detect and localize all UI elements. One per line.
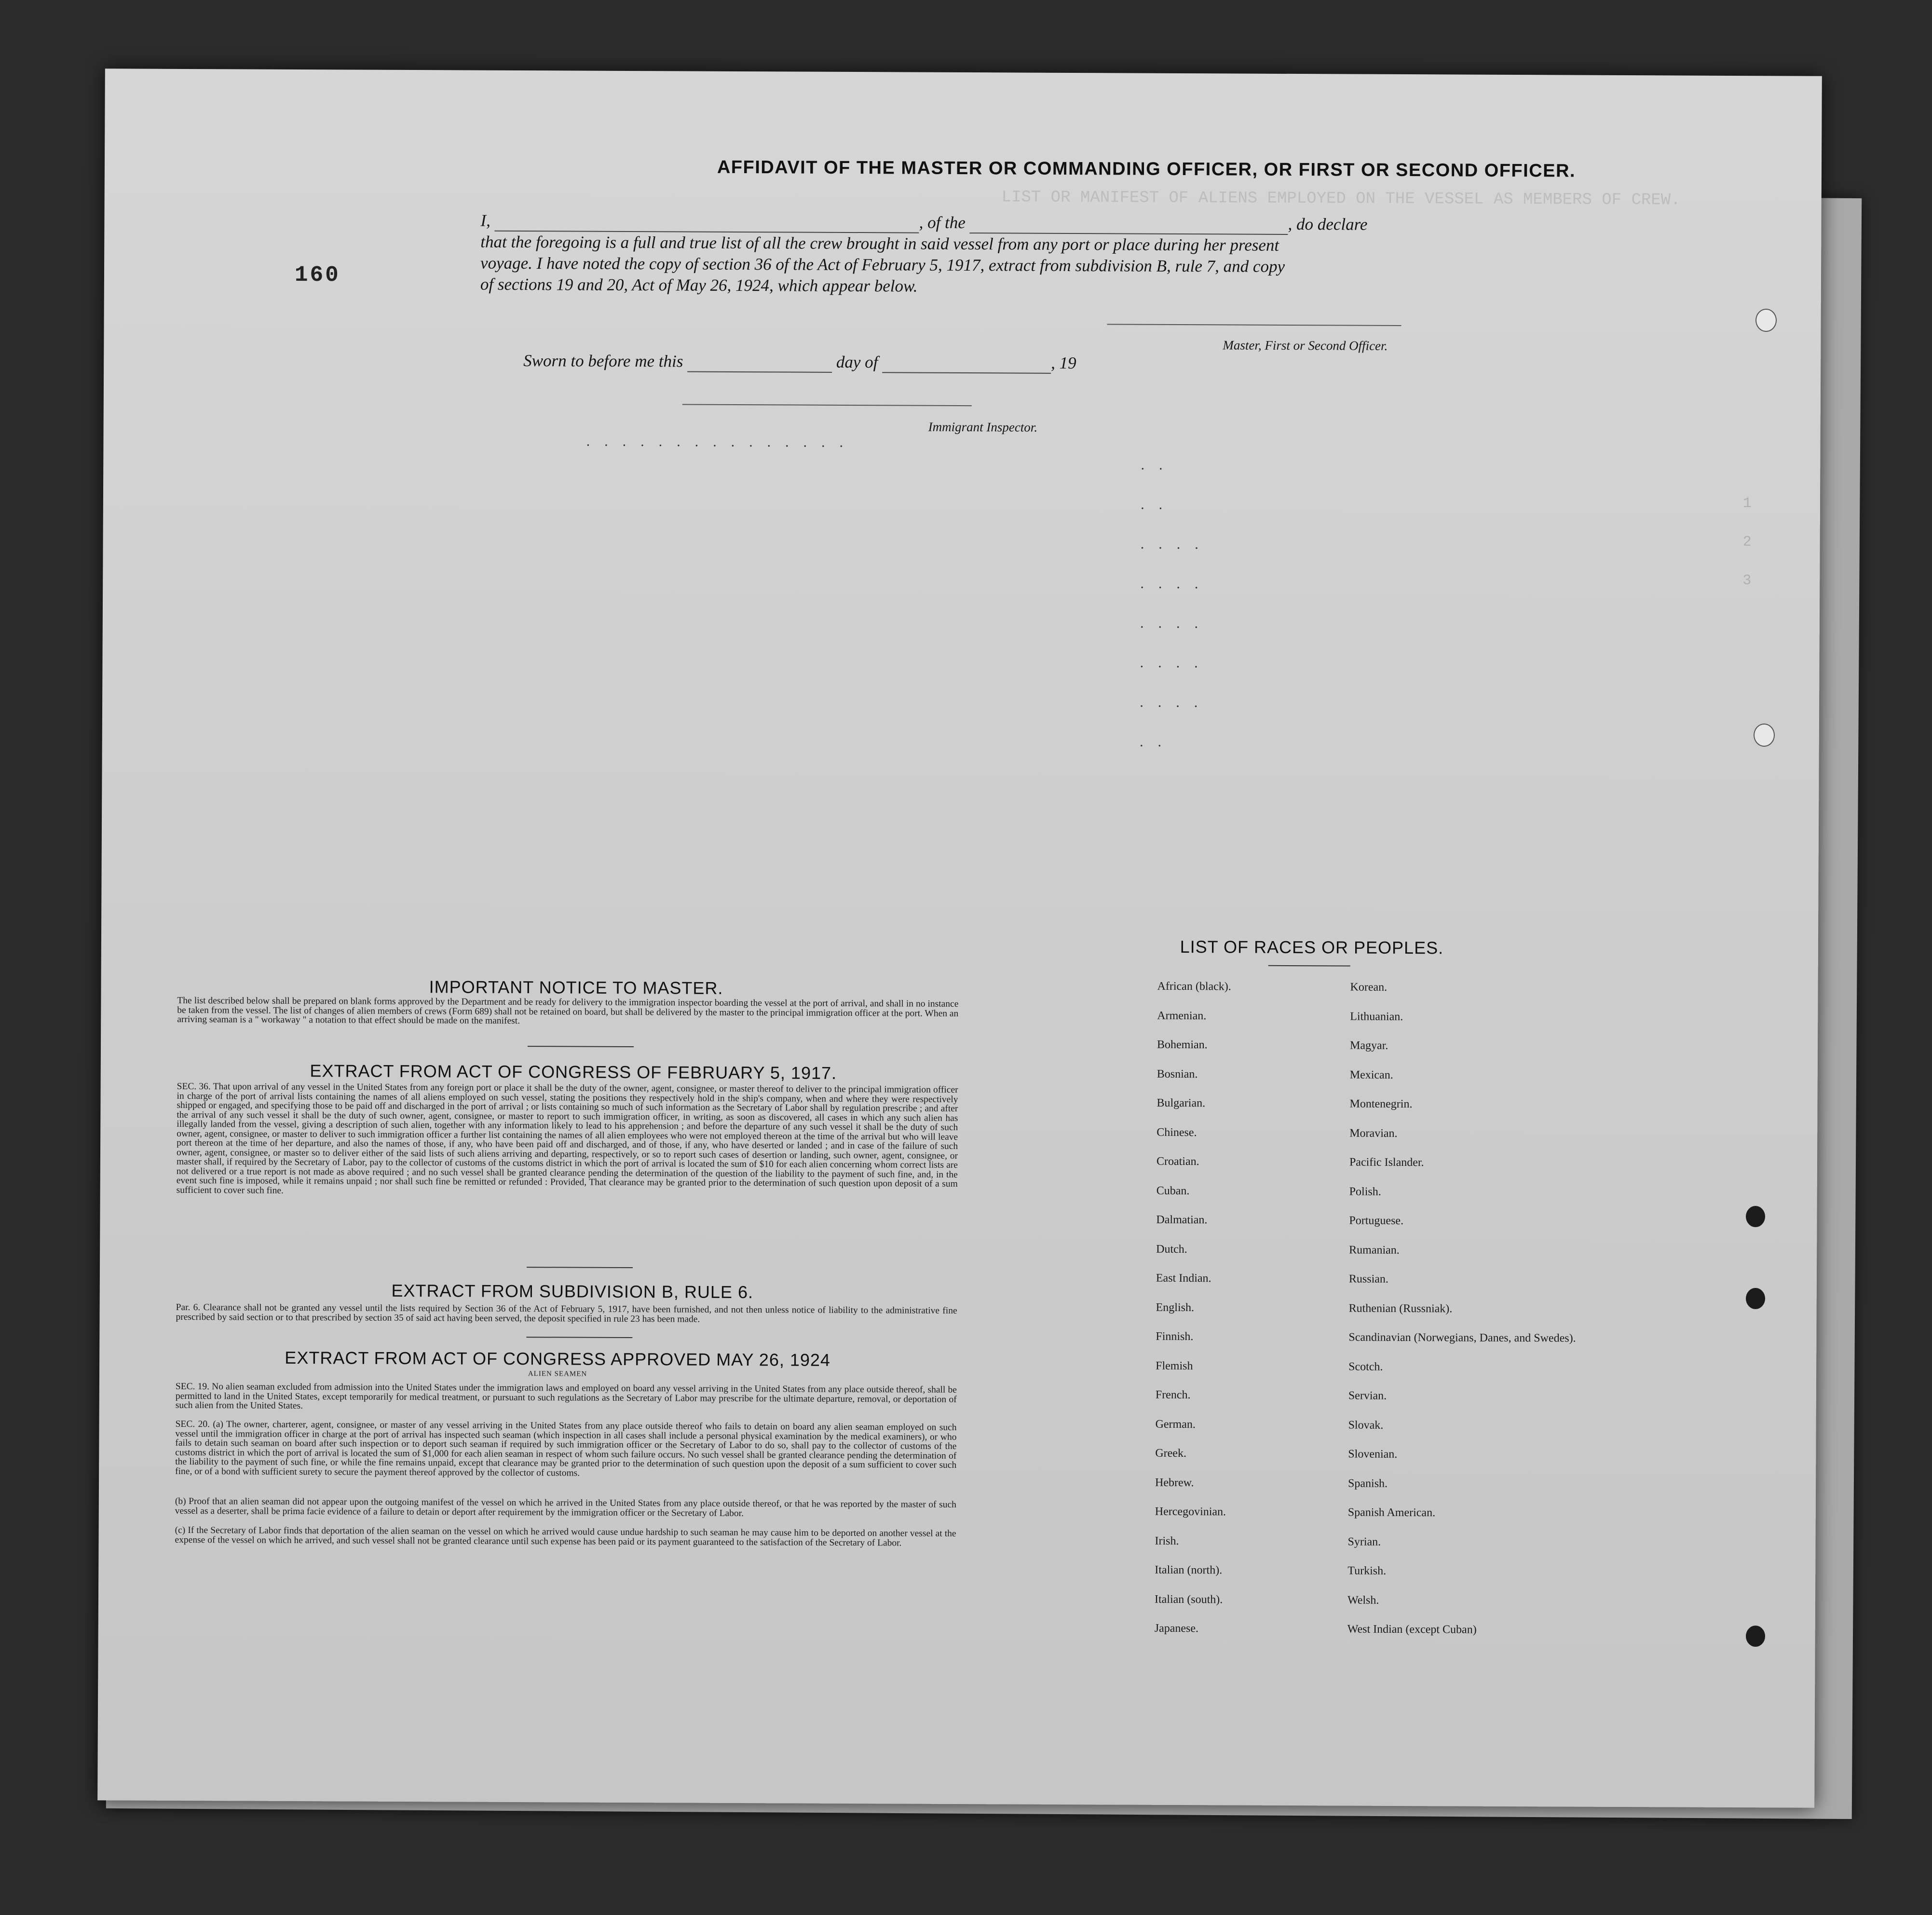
- race-item: Magyar.: [1349, 1039, 1388, 1052]
- race-item: Servian.: [1348, 1389, 1387, 1402]
- extract-1917-title: EXTRACT FROM ACT OF CONGRESS OF FEBRUARY 5, 1917.: [310, 1061, 837, 1083]
- race-item: Bosnian.: [1156, 1067, 1198, 1081]
- sworn-month-blank[interactable]: [882, 372, 1051, 374]
- races-title: LIST OF RACES OR PEOPLES.: [1180, 936, 1444, 958]
- race-item: Flemish: [1156, 1359, 1193, 1372]
- bleed-through-text: LIST OR MANIFEST OF ALIENS EMPLOYED ON THE VESSEL AS MEMBERS OF CREW.: [1001, 188, 1681, 210]
- race-item: Italian (south).: [1154, 1593, 1223, 1606]
- binder-hole: [1746, 1626, 1765, 1647]
- notice-title: IMPORTANT NOTICE TO MASTER.: [429, 977, 723, 998]
- race-item: Welsh.: [1347, 1594, 1379, 1607]
- race-item: Cuban.: [1156, 1184, 1190, 1197]
- race-item: Russian.: [1348, 1272, 1388, 1286]
- race-item: Hercegovinian.: [1155, 1505, 1226, 1518]
- race-item: Moravian.: [1349, 1127, 1398, 1140]
- race-item: Chinese.: [1156, 1126, 1197, 1139]
- sec20a-text: SEC. 20. (a) The owner, charterer, agent, consignee, or master of any vessel arriving in the United States from any place outside thereof who fails to detain on board any alien seaman employed on such vessel until the immigration officer in charge at the port of arrival has inspected such seaman (which inspection in all cases shall include a personal physical examination by the medical examiners), or who fails to detain such seaman on board after such inspection or to deport such seaman if required by such immigration officer or the Secretary of Labor to do so, shall pay to the collector of customs of the customs district in which the port of arrival is located the sum of $1,000 for each alien seaman in respect of whom such failure occurs. No such vessel shall be granted clearance pending the determination of the liability to the payment of such fine, or while the fine remains unpaid, except that clearance may be granted prior to the determination of such question upon the deposit of a sum sufficient to cover such fine, or of a bond with sufficient surety to secure the payment thereof approved by the collector of customs.: [175, 1419, 957, 1478]
- race-item: Slovak.: [1348, 1419, 1384, 1432]
- sec19-text: SEC. 19. No alien seaman excluded from admission into the United States under the immigration laws and employed on board any vessel arriving in the United States from any place outside thereof, shall be permitted to land in the United States, except temporarily for medical treatment, or pursuant to such regulations as the Secretary of Labor may prescribe for the ultimate departure, removal, or deportation of such alien from the United States.: [175, 1381, 957, 1411]
- race-item: Scandinavian (Norwegians, Danes, and Swedes).: [1348, 1331, 1576, 1345]
- divider: [1268, 965, 1350, 967]
- binder-hole: [1746, 1288, 1765, 1309]
- race-item: Scotch.: [1348, 1360, 1383, 1373]
- ink-marks: · · · · · · · · · · · · · · ·: [585, 437, 849, 454]
- extract-1917-body: SEC. 36. That upon arrival of any vessel in the United States from any foreign port or place it shall be the duty of the owner, agent, consignee, or master thereof to deliver to the principal immigration officer in charge of the port of arrival lists containing the names of all aliens employed on such vessel, stating the positions they respectively hold in the ship's company, when and where they were respectively shipped or engaged, and specifying those to be paid off and discharged in the port of arrival ; or lists containing so much of such information as the Secretary of Labor shall by regulation prescribe ; and after the arrival of any such vessel it shall be the duty of such owner, agent, consignee, or master to report to such immigration officer, in writing, as soon as discovered, all cases in which any such alien has illegally landed from the vessel, giving a description of such alien, together with any information likely to lead to his apprehension ; and before the departure of any such vessel it shall be the duty of such owner, agent, consignee, or master to deliver to such immigration officer a further list containing the names of all alien employees who were not employed thereon at the time of the arrival but who will leave port thereon at the time of her departure, and also the names of those, if any, who have been paid off and discharged, and of those, if any, who have deserted or landed ; and in case of the failure of such owner, agent, consignee, or master so to deliver either of the said lists of such aliens arriving and departing, respectively, or so to report such cases of desertion or landing, such owner, agent, consignee, or master shall, if required by the Secretary of Labor, pay to the collector of customs of the customs district in which the port of arrival is located the sum of $10 for each alien concerning whom correct lists are not delivered or a true report is not made as above required ; and no such vessel shall be granted clearance pending the determination of the question of the liability to the payment of such fine, and, in the event such fine is imposed, while it remains unpaid ; nor shall such fine be remitted or refunded : Provided, That clearance may be granted prior to the determination of such question upon deposit of a sum sufficient to cover such fine.: [176, 1081, 958, 1196]
- race-item: Croatian.: [1156, 1155, 1199, 1168]
- race-item: Greek.: [1155, 1447, 1187, 1460]
- day-of-label: day of: [836, 352, 878, 372]
- races-right-column: [1347, 981, 1601, 1654]
- race-item: Dutch.: [1156, 1243, 1187, 1256]
- race-item: Armenian.: [1157, 1009, 1207, 1022]
- divider: [526, 1337, 632, 1338]
- race-item: Lithuanian.: [1350, 1010, 1403, 1023]
- binder-hole: [1755, 309, 1777, 332]
- race-item: Hebrew.: [1155, 1476, 1194, 1489]
- race-item: Turkish.: [1347, 1564, 1387, 1577]
- manifest-sheet: [97, 68, 1822, 1807]
- affidavit-line-2: that the foregoing is a full and true list of all the crew brought in said vessel from any port or place during her present: [480, 232, 1279, 255]
- row-number-ghost: 3: [1742, 573, 1752, 589]
- race-item: Montenegrin.: [1349, 1097, 1413, 1111]
- subdivision-body: Par. 6. Clearance shall not be granted any vessel until the lists required by Section 36 of the Act of February 5, 1917, have been furnished, and not then unless notice of liability to the administrative fine prescribed by said section or to that prescribed by section 35 of said act having been served, the deposit specified in rule 23 has been made.: [176, 1302, 957, 1325]
- extract-1924-title: EXTRACT FROM ACT OF CONGRESS APPROVED MAY 26, 1924: [285, 1347, 831, 1370]
- master-signature-label: Master, First or Second Officer.: [1223, 338, 1388, 353]
- affidavit-title: AFFIDAVIT OF THE MASTER OR COMMANDING OFFICER, OR FIRST OR SECOND OFFICER.: [717, 157, 1576, 181]
- sec20b-text: (b) Proof that an alien seaman did not appear upon the outgoing manifest of the vessel on which he arrived in the United States from any place outside thereof, or that he was reported by the master of such vessel as a deserter, shall be prima facie evidence of a failure to detain or deport after requirement by the immigration officer or the Secretary of Labor.: [175, 1496, 956, 1518]
- race-item: Mexican.: [1349, 1068, 1393, 1081]
- race-item: Irish.: [1155, 1534, 1179, 1547]
- sworn-day-blank[interactable]: [687, 371, 832, 373]
- races-left-column: [1155, 980, 1336, 1652]
- sworn-label: Sworn to before me this: [523, 351, 683, 371]
- race-item: Slovenian.: [1348, 1448, 1398, 1461]
- year-label: , 19: [1051, 353, 1076, 373]
- race-item: Syrian.: [1347, 1535, 1381, 1548]
- race-item: Bulgarian.: [1156, 1096, 1206, 1110]
- divider: [528, 1046, 634, 1047]
- race-item: Ruthenian (Russniak).: [1348, 1302, 1453, 1315]
- affidavit-of-the-label: , of the: [919, 213, 966, 233]
- affidavit-declare-label: , do declare: [1288, 214, 1368, 234]
- row-number-ghost: 2: [1742, 534, 1752, 551]
- race-item: German.: [1155, 1418, 1196, 1431]
- affidavit-statement: [480, 210, 1542, 300]
- race-item: Rumanian.: [1349, 1244, 1400, 1257]
- sec20c-text: (c) If the Secretary of Labor finds that deportation of the alien seaman on the vessel on which he arrived would cause undue hardship to such seaman he may cause him to be deported on another vessel at the expense of the vessel on which he arrived, and such vessel shall not be granted clearance until such expense has been paid or its payment guaranteed to the satisfaction of the Secretary of Labor.: [175, 1525, 956, 1548]
- race-item: Polish.: [1349, 1185, 1381, 1198]
- race-item: Italian (north).: [1155, 1563, 1223, 1577]
- race-item: Spanish American.: [1347, 1506, 1436, 1519]
- ink-marks-right: · · · · · · · · · · · · · · · · · · · · · · · · · ·: [1139, 461, 1204, 754]
- race-item: Japanese.: [1154, 1622, 1199, 1635]
- notice-body: The list described below shall be prepared on blank forms approved by the Department and be ready for delivery to the immigration inspector boarding the vessel at the port of arrival, and shall in no instance be taken from the vessel. The list of changes of alien members of crews (Form 689) shall not be retained on board, but shall be delivered by the master to the principal immigration officer at the port. When an arriving seaman is a " workaway " a notation to that effect should be made on the manifest.: [177, 995, 959, 1026]
- race-item: English.: [1156, 1301, 1195, 1314]
- race-item: Finnish.: [1156, 1330, 1194, 1343]
- sworn-statement: [523, 350, 1343, 375]
- race-item: Spanish.: [1348, 1477, 1388, 1490]
- master-signature-line[interactable]: [1107, 324, 1401, 326]
- race-item: Korean.: [1350, 981, 1388, 994]
- inspector-signature-line[interactable]: [682, 404, 972, 406]
- row-number-ghost: 1: [1742, 495, 1752, 512]
- alien-seamen-subtitle: ALIEN SEAMEN: [528, 1370, 587, 1378]
- race-item: French.: [1155, 1388, 1191, 1402]
- affidavit-line-3: voyage. I have noted the copy of section 36 of the Act of February 5, 1917, extract from subdivision B, rule 7, and copy: [480, 253, 1285, 276]
- affidavit-line-4: of sections 19 and 20, Act of May 26, 1924, which appear below.: [480, 274, 918, 296]
- race-item: African (black).: [1157, 980, 1231, 993]
- stamp-number: 160: [294, 262, 340, 288]
- subdivision-title: EXTRACT FROM SUBDIVISION B, RULE 6.: [391, 1280, 754, 1302]
- race-item: Dalmatian.: [1156, 1213, 1208, 1227]
- race-item: Pacific Islander.: [1349, 1156, 1424, 1169]
- binder-hole: [1746, 1206, 1765, 1227]
- divider: [527, 1267, 633, 1268]
- affidavit-i-label: I,: [480, 211, 490, 230]
- binder-hole: [1754, 724, 1775, 747]
- race-item: East Indian.: [1156, 1272, 1211, 1285]
- race-item: Portuguese.: [1349, 1214, 1404, 1228]
- race-item: Bohemian.: [1156, 1038, 1208, 1052]
- inspector-label: Immigrant Inspector.: [928, 419, 1038, 435]
- race-item: West Indian (except Cuban): [1347, 1623, 1477, 1636]
